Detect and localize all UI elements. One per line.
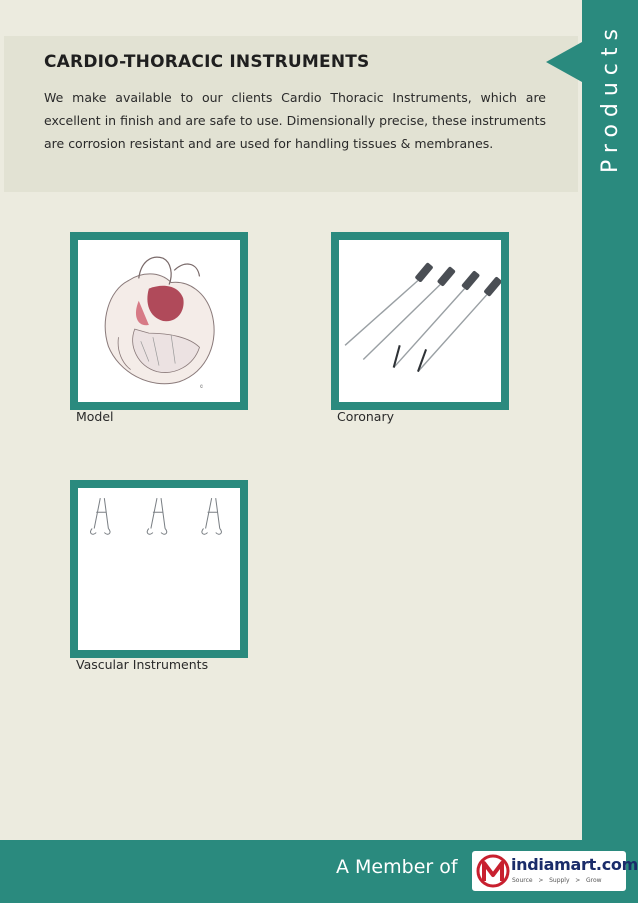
product-caption-coronary: Coronary: [337, 409, 395, 424]
header-arrow-icon: [546, 42, 582, 82]
indiamart-tagline: Source > Supply > Grow: [512, 877, 602, 884]
coronary-instruments-image: [339, 240, 501, 402]
heart-model-image: [78, 240, 240, 402]
sidebar-label: [582, 8, 638, 186]
svg-text:©: ©: [199, 383, 204, 389]
product-image-vascular-instruments: [78, 488, 240, 650]
product-image-coronary: [339, 240, 501, 402]
sidebar-label-text: Products: [597, 21, 623, 173]
indiamart-logo-icon: [476, 853, 510, 889]
product-caption-model: Model: [76, 409, 114, 424]
member-of-text: A Member of: [336, 856, 458, 878]
product-caption-vascular-instruments: Vascular Instruments: [76, 657, 209, 672]
indiamart-logo-text: indiamart.com: [511, 855, 638, 874]
product-image-model: [78, 240, 240, 402]
section-title: CARDIO-THORACIC INSTRUMENTS: [44, 52, 370, 72]
vascular-clamps-image: [78, 488, 240, 650]
product-card-coronary[interactable]: [331, 232, 509, 410]
section-description: We make available to our clients Cardio Thoracic Instruments, which are excellent in finish and are safe to use. Dimensionally precise, these instruments are corrosion resistant and are used for handling tissues & membranes.: [44, 90, 546, 151]
product-card-vascular-instruments[interactable]: [70, 480, 248, 658]
product-card-model[interactable]: [70, 232, 248, 410]
